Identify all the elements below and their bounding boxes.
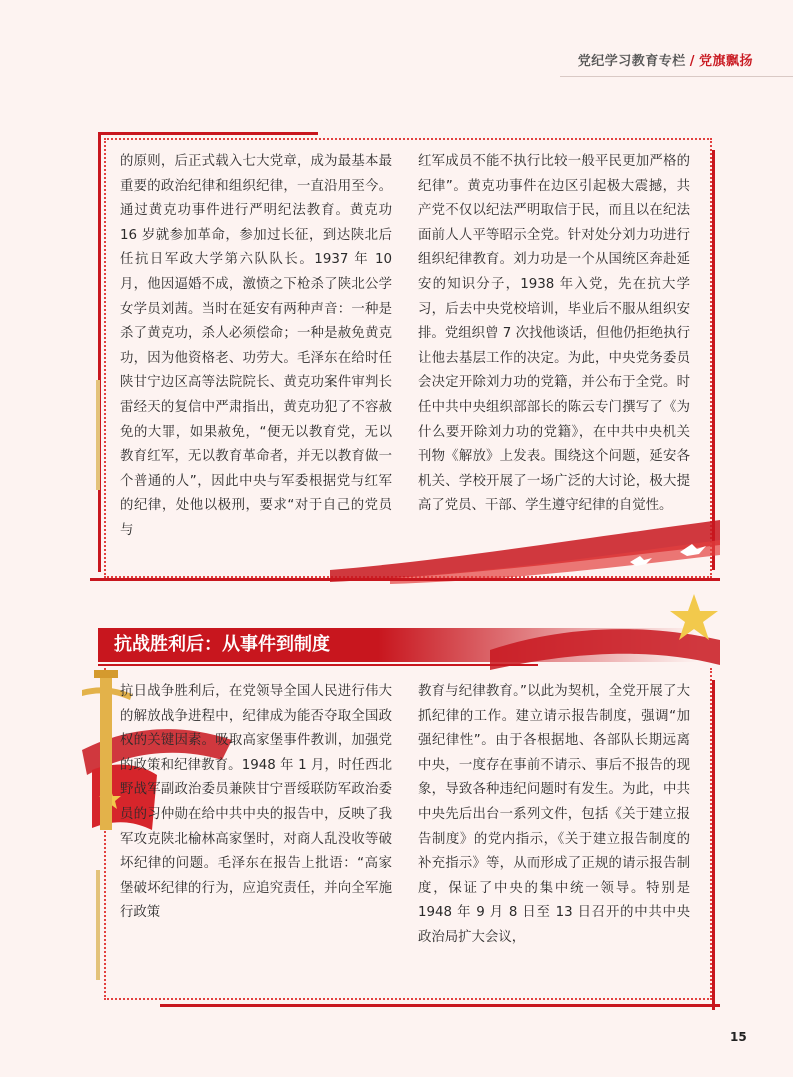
- paragraph: 抗日战争胜利后，在党领导全国人民进行伟大的解放战争进程中，纪律成为能否夺取全国政权的关键因素。吸取高家堡事件教训，加强党的政策和纪律教育。1948 年 1 月，时任西北野战军副政治委员兼陕甘宁晋绥联防军政治委员的习仲勋在给中共中央的报告中，反映了我军攻克陕北榆林高家堡时，对商人乱没收等破坏纪律的问题。毛泽东在报告上批语：“高家堡破坏纪律的行为，应追究责任，并向全军施行政策: [120, 684, 392, 921]
- text-column-3: [120, 680, 392, 926]
- frame-bar: [712, 680, 715, 1010]
- text-column-4: [418, 680, 690, 951]
- frame-bar: [98, 132, 101, 572]
- section-title: 抗战胜利后：从事件到制度: [98, 628, 378, 662]
- header-separator: /: [689, 54, 695, 69]
- paragraph: 教育与纪律教育。”以此为契机，全党开展了大抓纪律的工作。建立请示报告制度，强调“加强纪律性”。由于各根据地、各部队长期远离中央，一度存在事前不请示、事后不报告的现象，导致各种违纪问题时有发生。为此，中共中央先后出台一系列文件，包括《关于建立报告制度》的党内指示，《关于建立报告制度的补充指示》等，从而形成了正规的请示报告制度，保证了中央的集中统一领导。特别是 1948 年 9 月 8 日至 13 日召开的中共中央政治局扩大会议，: [418, 684, 690, 945]
- frame-bar: [160, 1004, 720, 1007]
- header-divider: [560, 76, 793, 77]
- gold-accent-bar: [96, 870, 100, 980]
- paragraph: 的原则，后正式载入七大党章，成为最基本最重要的政治纪律和组织纪律，一直沿用至今。通过黄克功事件进行严明纪法教育。黄克功 16 岁就参加革命，参加过长征，到达陕北后任抗日军政大学第六队队长。1937 年 10 月，他因逼婚不成，激愤之下枪杀了陕北公学女学员刘茜。当时在延安有两种声音：一种是杀了黄克功，杀人必须偿命；一种是赦免黄克功，因为他资格老、功劳大。毛泽东在给时任陕甘宁边区高等法院院长、黄克功案件审判长雷经天的复信中严肃指出，黄克功犯了不容赦免的大罪，如果赦免，“便无以教育党，无以教育红军，无以教育革命者，并无以教育做一个普通的人”，因此中央与军委根据党与红军的纪律，处他以极刑，要求“对于自己的党员与: [120, 154, 392, 538]
- paragraph: 红军成员不能不执行比较一般平民更加严格的纪律”。黄克功事件在边区引起极大震撼，共产党不仅以纪法严明取信于民，而且以在纪法面前人人平等昭示全党。针对处分刘力功进行组织纪律教育。刘力功是一个从国统区奔赴延安的知识分子，1938 年入党，先在抗大学习，后去中央党校培训，毕业后不服从组织安排。党组织曾 7 次找他谈话，但他仍拒绝执行让他去基层工作的决定。为此，中央党务委员会决定开除刘力功的党籍，并公布于全党。时任中共中央组织部部长的陈云专门撰写了《为什么要开除刘力功的党籍》，在中共中央机关刊物《解放》上发表。围绕这个问题，延安各机关、学校开展了一场广泛的大讨论，极大提高了党员、干部、学生遵守纪律的自觉性。: [418, 154, 690, 514]
- column-name: 党纪学习教育专栏: [577, 54, 686, 69]
- column-subname: 党旗飘扬: [698, 54, 753, 69]
- text-column-1: [120, 150, 392, 544]
- frame-bar: [98, 132, 318, 135]
- text-column-2: [418, 150, 690, 519]
- star-icon: [668, 592, 720, 644]
- page-number: 15: [730, 1030, 747, 1044]
- page-header: [578, 50, 753, 69]
- gold-accent-bar: [96, 380, 100, 490]
- frame-bar: [90, 578, 720, 581]
